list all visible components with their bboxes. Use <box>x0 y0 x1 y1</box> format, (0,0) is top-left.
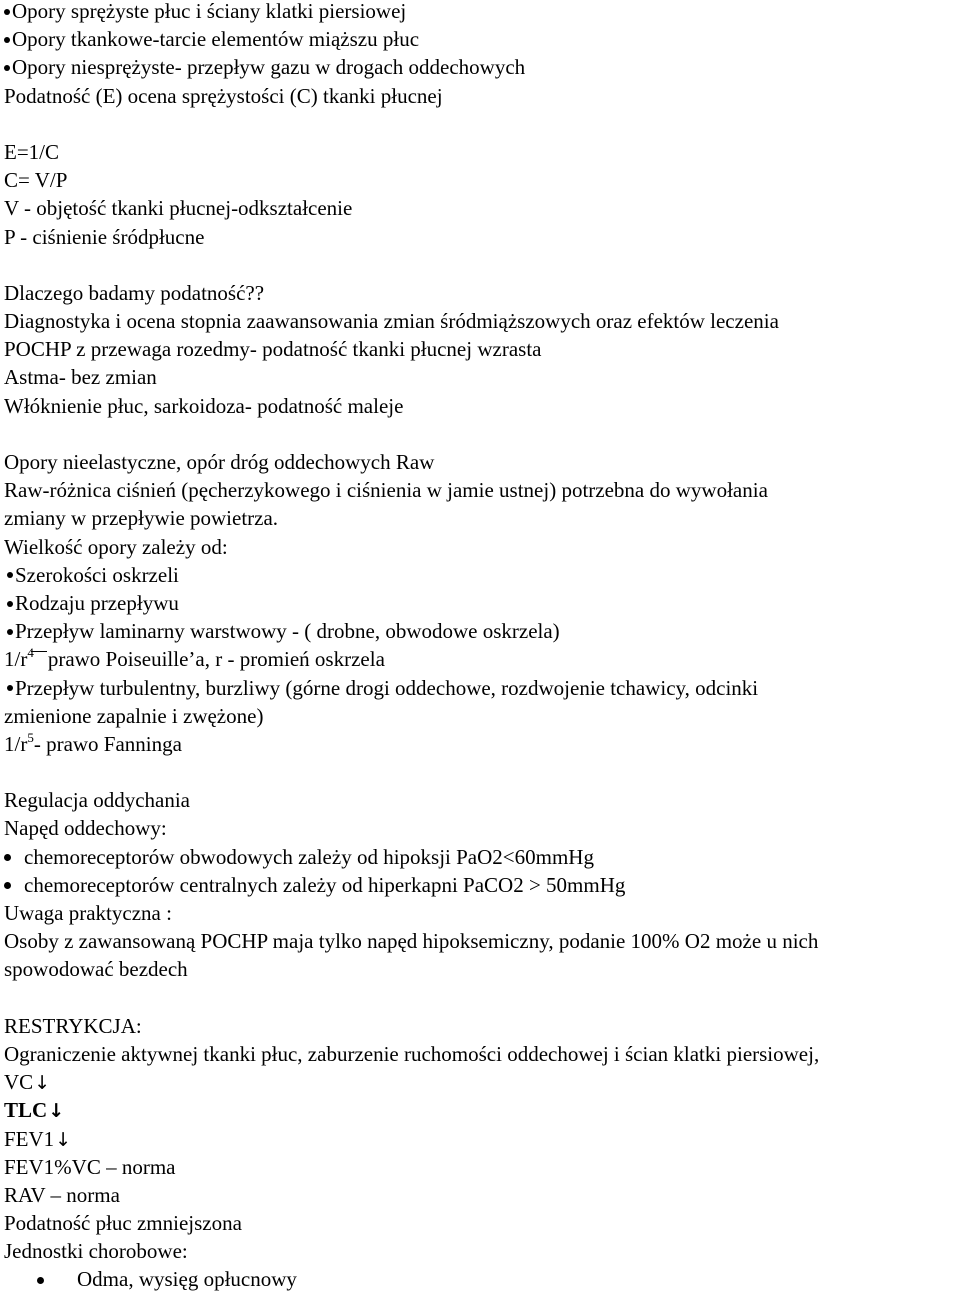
spacer <box>4 984 958 1012</box>
text-line: Raw-różnica ciśnień (pęcherzykowego i ciśnienia w jamie ustnej) potrzebna do wywołania <box>4 478 768 503</box>
text-line: Astma- bez zmian <box>4 365 157 390</box>
section-heading: Regulacja oddychania <box>4 788 191 813</box>
formula-line: $1/r^4$ prawo Poiseuille’a, r - promień oskrzela <box>4 645 385 672</box>
bullet-icon <box>4 37 10 43</box>
list-item: chemoreceptorów centralnych zależy od hiperkapni PaCO2 > 50mmHg <box>4 871 958 899</box>
text-line: POCHP z przewaga rozedmy- podatność tkanki płucnej wzrasta <box>4 337 542 362</box>
list-item: Przepływ turbulentny, burzliwy (górne drogi oddechowe, rozdwojenie tchawicy, odcinki <box>4 674 958 702</box>
down-arrow-icon: ↓ <box>48 1100 65 1123</box>
text-line: FEV1↓ <box>4 1125 958 1153</box>
bullet-icon <box>7 601 13 607</box>
bullet-icon <box>7 572 13 578</box>
text-line: Diagnostyka i ocena stopnia zaawansowania zmian śródmiąższowych oraz efektów leczenia <box>4 309 779 334</box>
formula-line: $1/r^5-$ prawo Fanninga <box>4 729 182 756</box>
spacer <box>4 110 958 138</box>
text-line: V - objętość tkanki płucnej-odkształcenie <box>4 196 353 221</box>
text-line: Opory nieelastyczne, opór dróg oddechowych Raw <box>4 450 435 474</box>
text-line: Podatność (E) ocena sprężystości (C) tkanki płucnej <box>4 83 443 108</box>
text-line: TLC↓ <box>4 1096 958 1124</box>
text-line: Napęd oddechowy: <box>4 816 167 841</box>
formula-line: E=1/C <box>4 139 60 164</box>
list-item: chemoreceptorów obwodowych zależy od hipoksji PaO2<60mmHg <box>4 843 958 871</box>
list-item: Odma, wysięg opłucnowy <box>4 1265 958 1293</box>
formula-line: C= V/P <box>4 168 68 193</box>
text-line: Wielkość opory zależy od: <box>4 534 228 559</box>
section-heading: RESTRYKCJA: <box>4 1013 142 1038</box>
text-line: spowodować bezdech <box>4 957 188 982</box>
bullet-icon <box>37 1277 44 1284</box>
spacer <box>4 758 958 786</box>
text-line: zmiany w przepływie powietrza. <box>4 506 279 531</box>
list-item: Szerokości oskrzeli <box>4 561 958 589</box>
list-item: Opory sprężyste płuc i ściany klatki piersiowej <box>4 0 958 25</box>
list-item: Opory niesprężyste- przepływ gazu w drogach oddechowych <box>4 53 958 81</box>
bullet-icon <box>7 685 13 691</box>
text-line: VC↓ <box>4 1068 958 1096</box>
down-arrow-icon: ↓ <box>55 1128 72 1151</box>
text-line: Osoby z zawansowaną POCHP maja tylko napęd hipoksemiczny, podanie 100% O2 może u nich <box>4 929 819 954</box>
text-line: FEV1%VC – norma <box>4 1154 176 1179</box>
spacer <box>4 251 958 279</box>
text-line: Dlaczego badamy podatność?? <box>4 280 265 305</box>
bullet-icon <box>4 882 11 889</box>
bullet-icon <box>4 854 11 861</box>
down-arrow-icon: ↓ <box>34 1072 51 1095</box>
text-line: Jednostki chorobowe: <box>4 1239 188 1264</box>
text-line: Włóknienie płuc, sarkoidoza- podatność maleje <box>4 393 404 418</box>
text-line: RAV – norma <box>4 1182 120 1207</box>
text-line: P - ciśnienie śródpłucne <box>4 224 205 249</box>
list-item: Przepływ laminarny warstwowy - ( drobne, obwodowe oskrzela) <box>4 617 958 645</box>
text-line: Uwaga praktyczna : <box>4 901 172 925</box>
text-line: Ograniczenie aktywnej tkanki płuc, zaburzenie ruchomości oddechowej i ścian klatki piersiowej, <box>4 1041 820 1066</box>
rule-icon <box>31 651 47 652</box>
list-item: Rodzaju przepływu <box>4 589 958 617</box>
spacer <box>4 420 958 448</box>
list-item: Opory tkankowe-tarcie elementów miąższu płuc <box>4 25 958 53</box>
document-page <box>4 0 958 1294</box>
bullet-icon <box>4 65 10 71</box>
bullet-icon <box>7 629 13 635</box>
text-line: zmienione zapalnie i zwężone) <box>4 703 264 728</box>
bullet-icon <box>4 9 10 15</box>
text-line: Podatność płuc zmniejszona <box>4 1211 242 1236</box>
